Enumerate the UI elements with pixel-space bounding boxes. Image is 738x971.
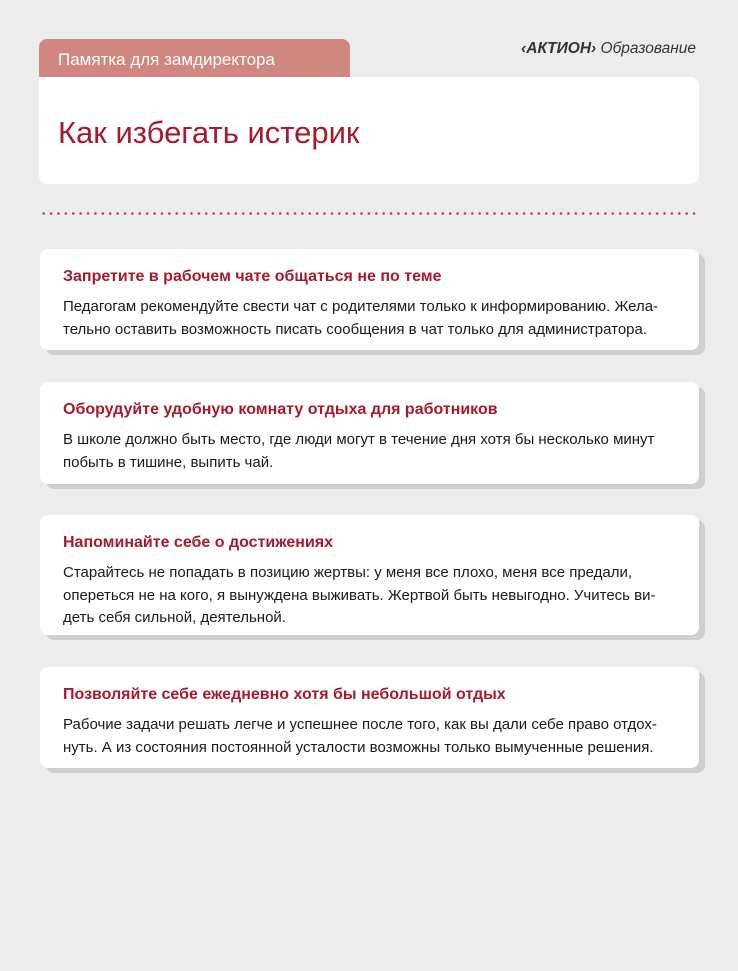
document-type-label: Памятка для замдиректора [58, 50, 275, 69]
tip-card-3 [40, 515, 699, 635]
tip-text: Педагогам рекомендуйте свести чат с родителями только к информированию. Жела- тельно оставить возможность писать сообщения в чат только для администратора. [63, 298, 659, 338]
title-card [39, 77, 699, 184]
tip-card-2 [40, 382, 699, 484]
tip-title: Напоминайте себе о достижениях [63, 534, 334, 551]
brand-name: ‹АКТИОН› [521, 40, 597, 57]
dotted-divider [40, 212, 698, 215]
tip-title: Запретите в рабочем чате общаться не по теме [63, 268, 442, 285]
page-title: Как избегать истерик [58, 115, 360, 150]
tip-card-1 [40, 249, 699, 350]
tip-title: Позволяйте себе ежедневно хотя бы небольшой отдых [63, 686, 506, 703]
tip-title: Оборудуйте удобную комнату отдыха для работников [63, 401, 498, 418]
tip-card-4 [40, 667, 699, 768]
brand-subtitle: Образование [600, 40, 696, 57]
brand-logo [521, 40, 696, 60]
tip-text: В школе должно быть место, где люди могут в течение дня хотя бы несколько минут побыть в тишине, выпить чай. [63, 431, 655, 471]
tip-text: Старайтесь не попадать в позицию жертвы: у меня все плохо, меня все предали, опереться не на кого, я вынуждена выживать. Жертвой быть невыгодно. Учитесь ви- деть себя сильной, деятельной. [63, 564, 656, 626]
tip-text: Рабочие задачи решать легче и успешнее после того, как вы дали себе право отдох- нуть. А из состояния постоянной усталости возможны только вымученные решения. [63, 716, 657, 756]
document-type-tab [39, 39, 350, 77]
